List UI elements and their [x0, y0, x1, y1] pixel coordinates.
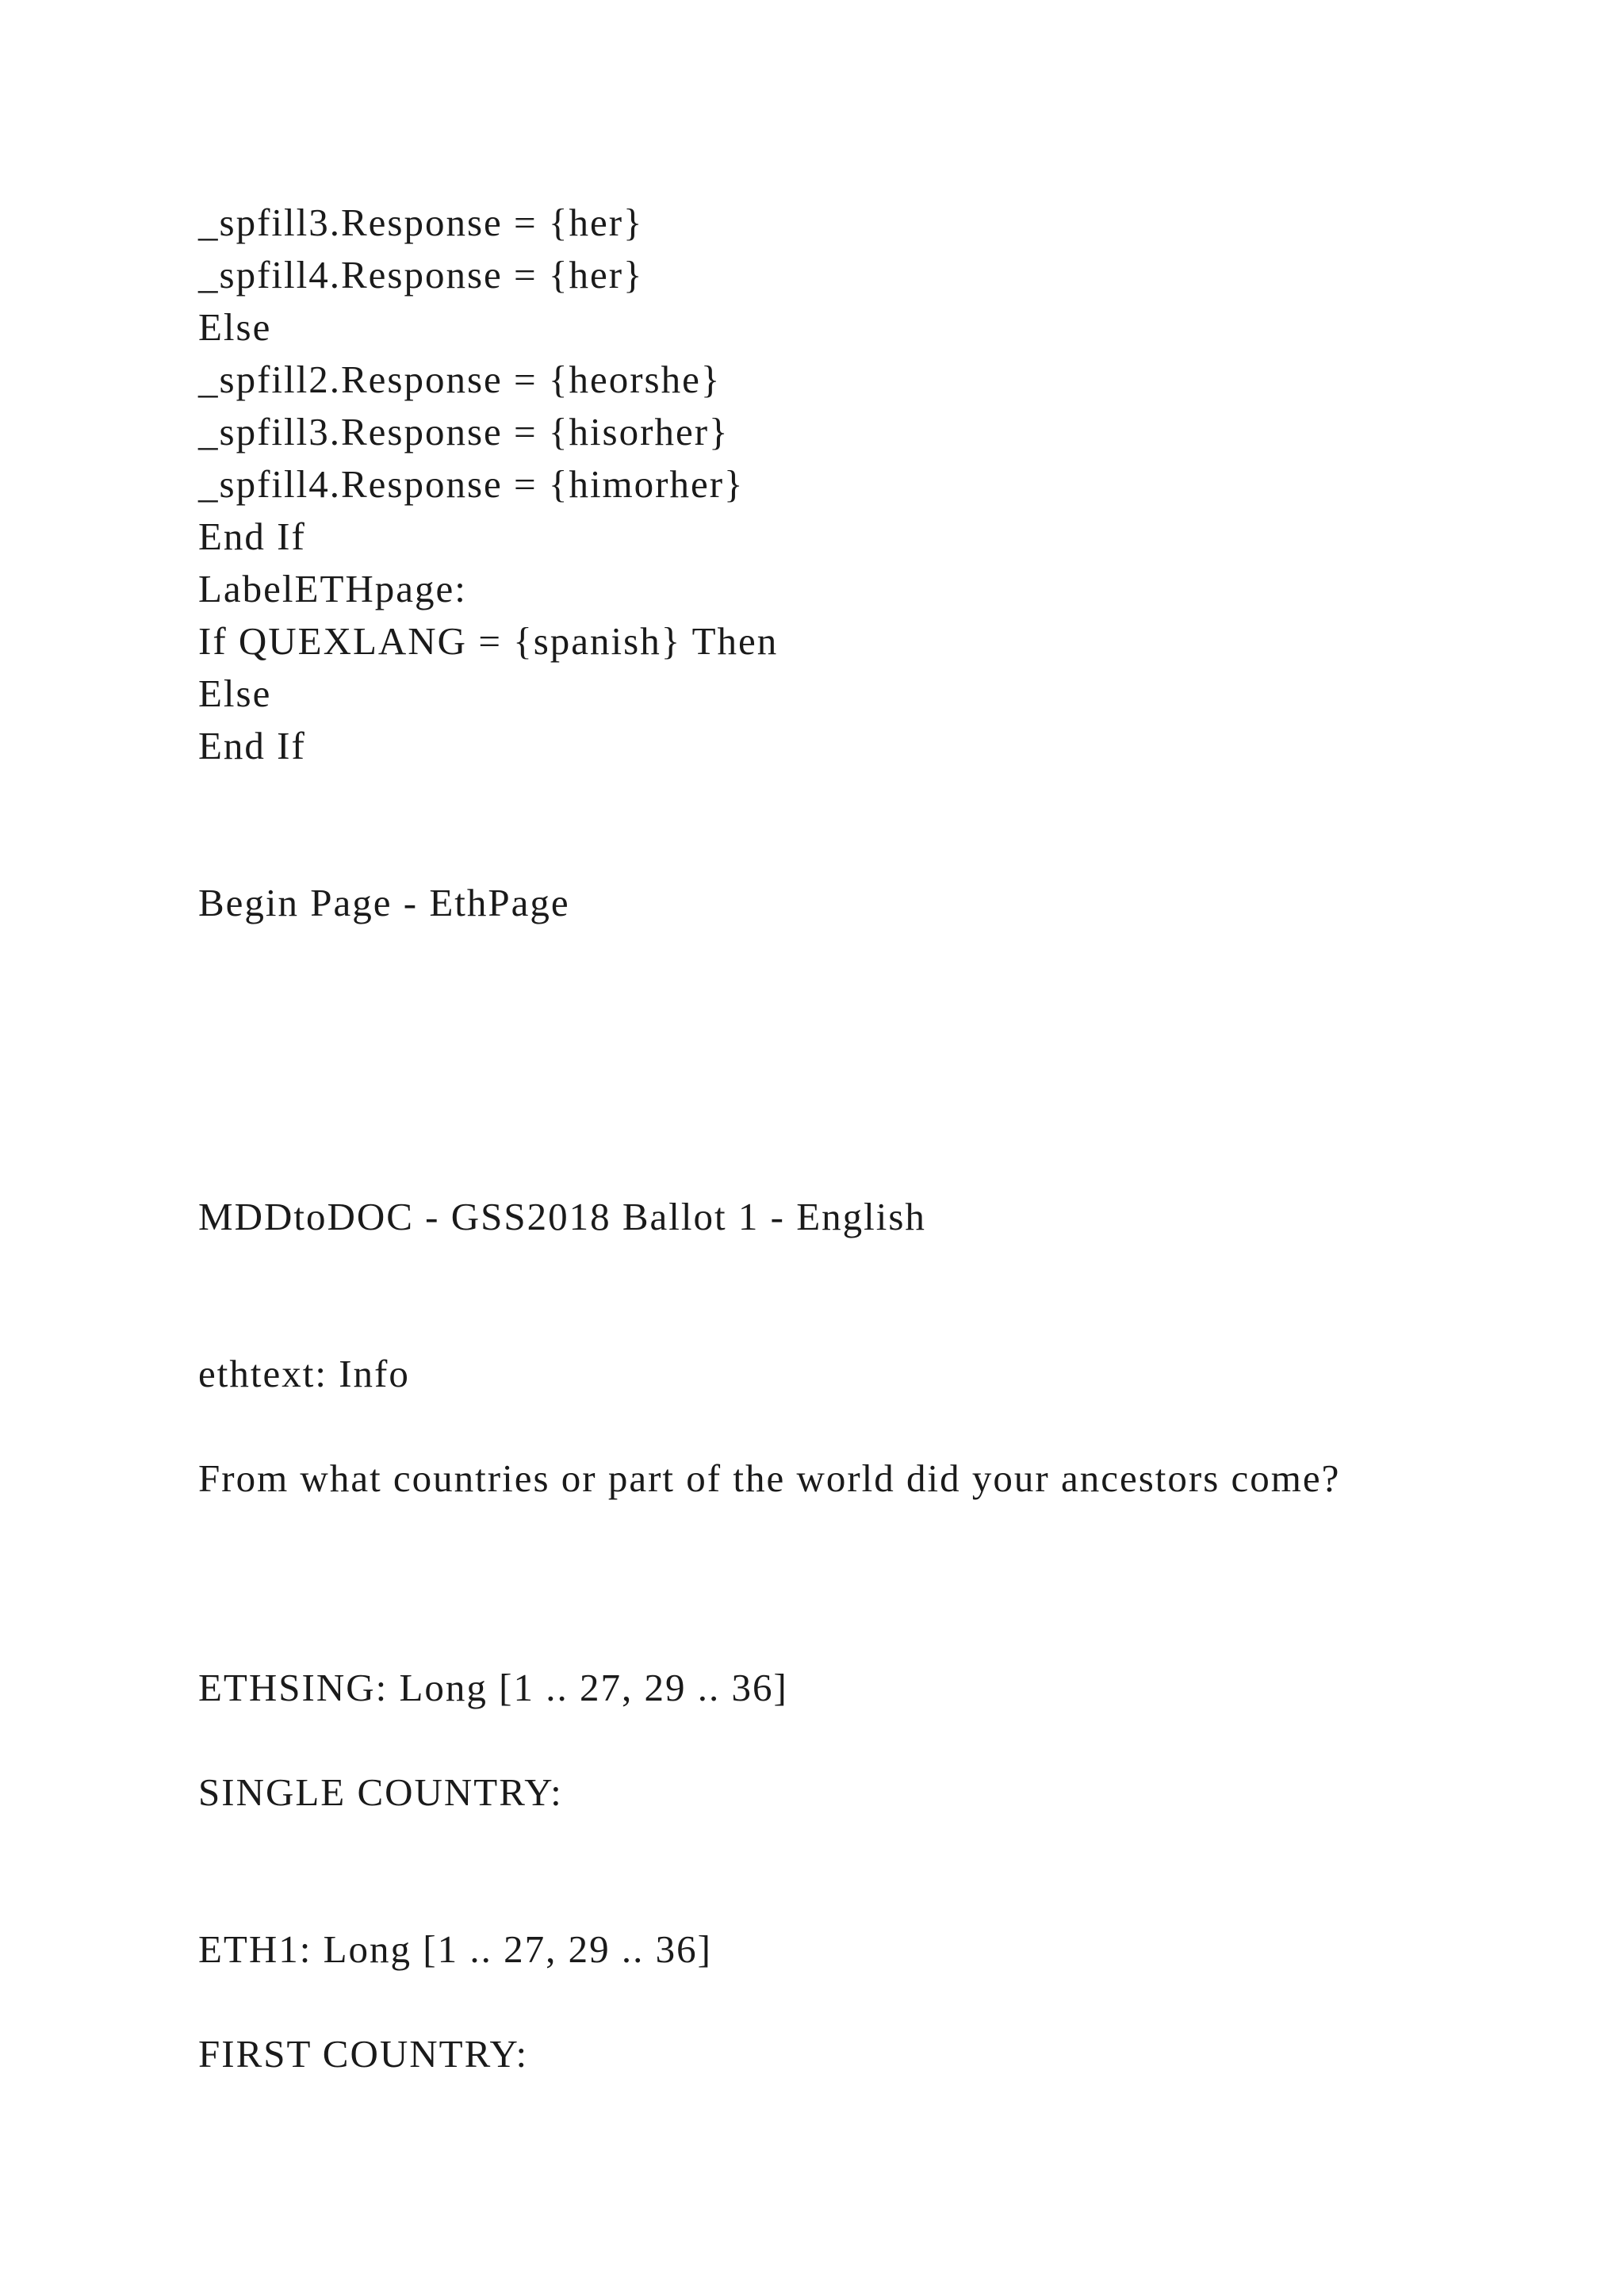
ethtext-question: From what countries or part of the world did your ancestors come?	[198, 1456, 1341, 1500]
eth1-label: FIRST COUNTRY:	[198, 2032, 529, 2076]
eth1-spec: ETH1: Long [1 .. 27, 29 .. 36]	[198, 1927, 712, 1971]
script-line: If QUEXLANG = {spanish} Then	[198, 619, 779, 663]
script-line: End If	[198, 515, 306, 558]
script-line: _spfill3.Response = {hisorher}	[198, 410, 730, 453]
script-line: Else	[198, 305, 272, 349]
script-line: _spfill3.Response = {her}	[198, 201, 644, 244]
script-line: Else	[198, 672, 272, 715]
page-begin-heading: Begin Page - EthPage	[198, 881, 570, 924]
script-line: _spfill2.Response = {heorshe}	[198, 358, 722, 401]
ethsing-label: SINGLE COUNTRY:	[198, 1770, 563, 1814]
script-line: _spfill4.Response = {himorher}	[198, 462, 745, 506]
document-header: MDDtoDOC - GSS2018 Ballot 1 - English	[198, 1195, 926, 1238]
script-line: _spfill4.Response = {her}	[198, 253, 644, 297]
ethsing-spec: ETHSING: Long [1 .. 27, 29 .. 36]	[198, 1666, 788, 1709]
script-line: End If	[198, 724, 306, 767]
ethtext-label: ethtext: Info	[198, 1352, 410, 1395]
script-line: LabelETHpage:	[198, 567, 467, 610]
